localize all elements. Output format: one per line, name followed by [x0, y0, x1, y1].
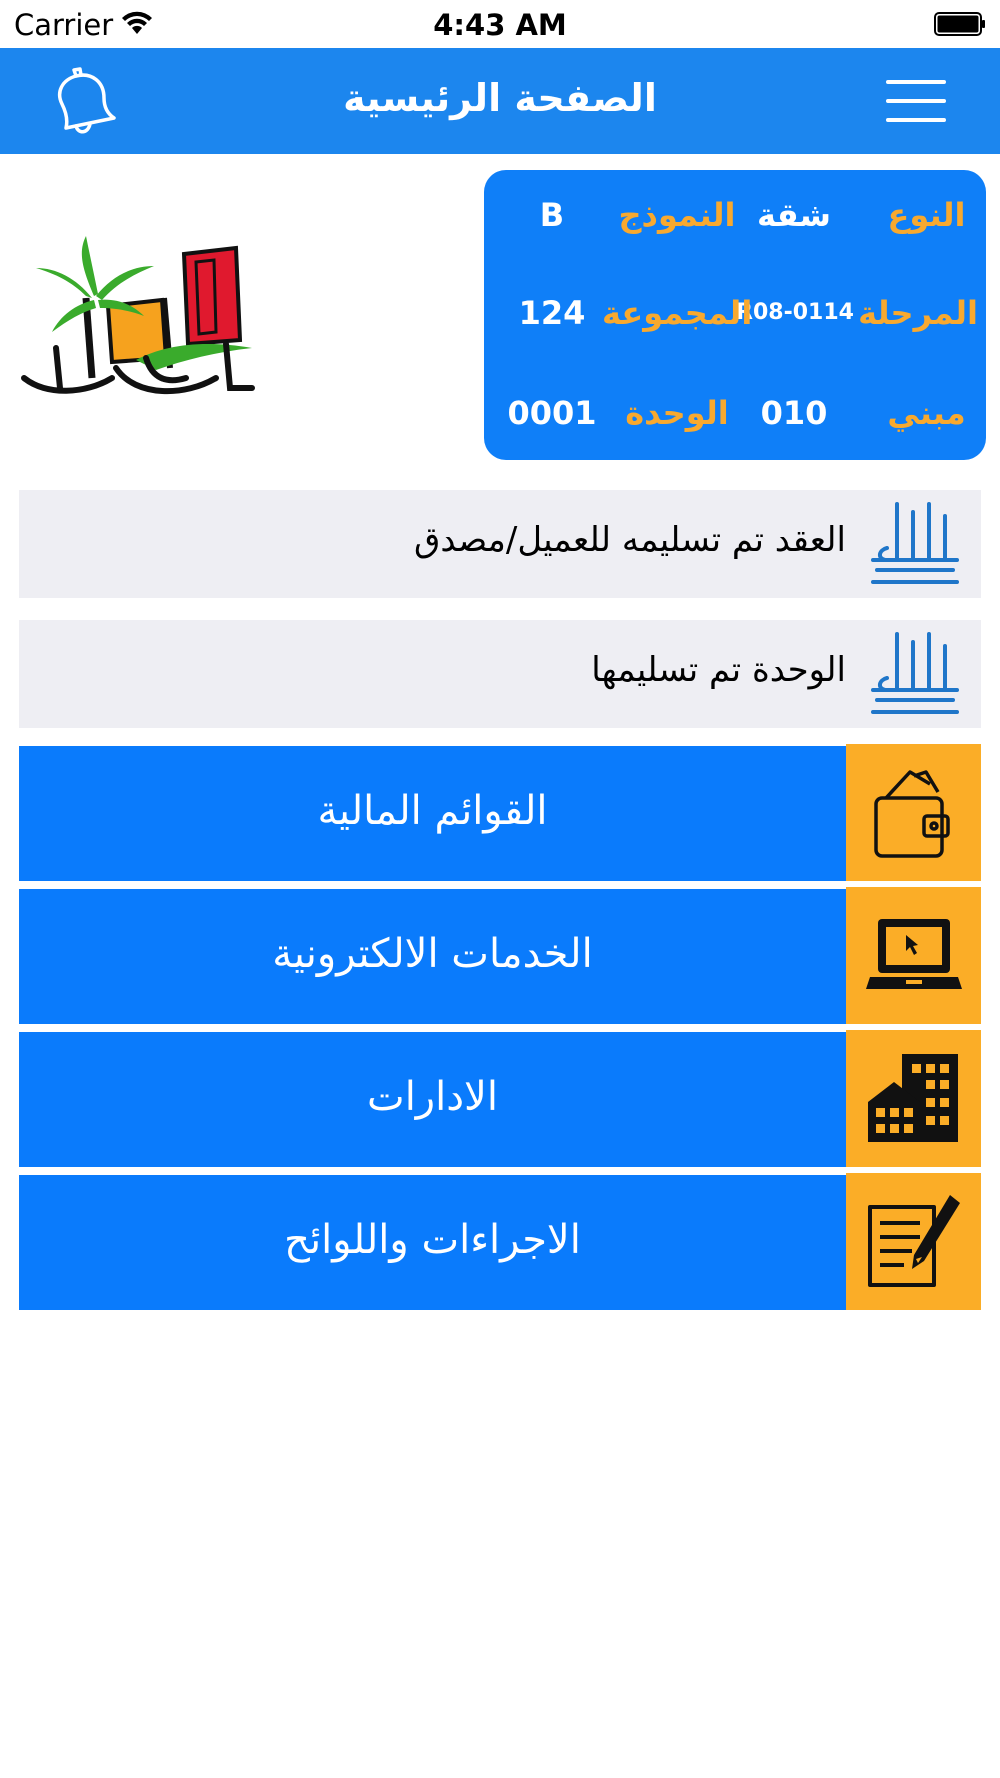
menu-item-bar[interactable]: [19, 1032, 846, 1167]
laptop-icon: [864, 905, 964, 1005]
financial-statements-button[interactable]: [19, 746, 981, 881]
phase-value: R08-0114: [736, 300, 854, 325]
status-bar: [0, 0, 1000, 48]
carrier-label: Carrier: [14, 8, 114, 42]
calligraphy-icon: [867, 628, 963, 720]
procedures-regulations-button[interactable]: [19, 1175, 981, 1310]
unit-value: 0001: [507, 394, 597, 432]
unit-status-row: [19, 620, 981, 728]
document-pen-icon: [864, 1191, 964, 1291]
unit-status-text: الوحدة تم تسليمها: [591, 650, 846, 690]
buildings-icon: [864, 1048, 964, 1148]
page-title: الصفحة الرئيسية: [343, 76, 657, 120]
unit-label: الوحدة: [625, 394, 729, 432]
calligraphy-icon: [867, 498, 963, 590]
menu-item-bar[interactable]: [19, 889, 846, 1024]
group-value: 124: [518, 294, 586, 332]
phase-label: المرحلة: [858, 294, 978, 332]
menu-item-bar[interactable]: [19, 746, 846, 881]
wallet-icon: [864, 762, 964, 862]
contract-status-text: العقد تم تسليمه للعميل/مصدق: [413, 520, 846, 560]
menu-item-label: الاجراءات واللوائح: [284, 1217, 581, 1263]
type-label: النوع: [887, 196, 966, 234]
menu-item-label: الخدمات الالكترونية: [272, 931, 593, 977]
navigation-bar: [0, 48, 1000, 154]
group-label: المجموعة: [602, 294, 753, 332]
type-value: شقة: [757, 196, 831, 234]
menu-item-label: الادارات: [367, 1074, 498, 1120]
building-value: 010: [760, 394, 828, 432]
menu-icon-box[interactable]: [846, 1030, 981, 1167]
al-rehab-logo: [16, 228, 268, 406]
building-label: مبني: [887, 394, 966, 432]
hamburger-menu-icon[interactable]: [886, 78, 946, 124]
model-label: النموذج: [618, 196, 736, 234]
menu-item-bar[interactable]: [19, 1175, 846, 1310]
battery-icon: [934, 12, 986, 36]
menu-icon-box[interactable]: [846, 887, 981, 1024]
menu-item-label: القوائم المالية: [317, 788, 548, 834]
clock: 4:43 AM: [433, 8, 567, 42]
unit-info-card: [484, 170, 986, 460]
e-services-button[interactable]: [19, 889, 981, 1024]
menu-icon-box[interactable]: [846, 1173, 981, 1310]
departments-button[interactable]: [19, 1032, 981, 1167]
contract-status-row: [19, 490, 981, 598]
menu-icon-box[interactable]: [846, 744, 981, 881]
model-value: B: [539, 196, 565, 234]
